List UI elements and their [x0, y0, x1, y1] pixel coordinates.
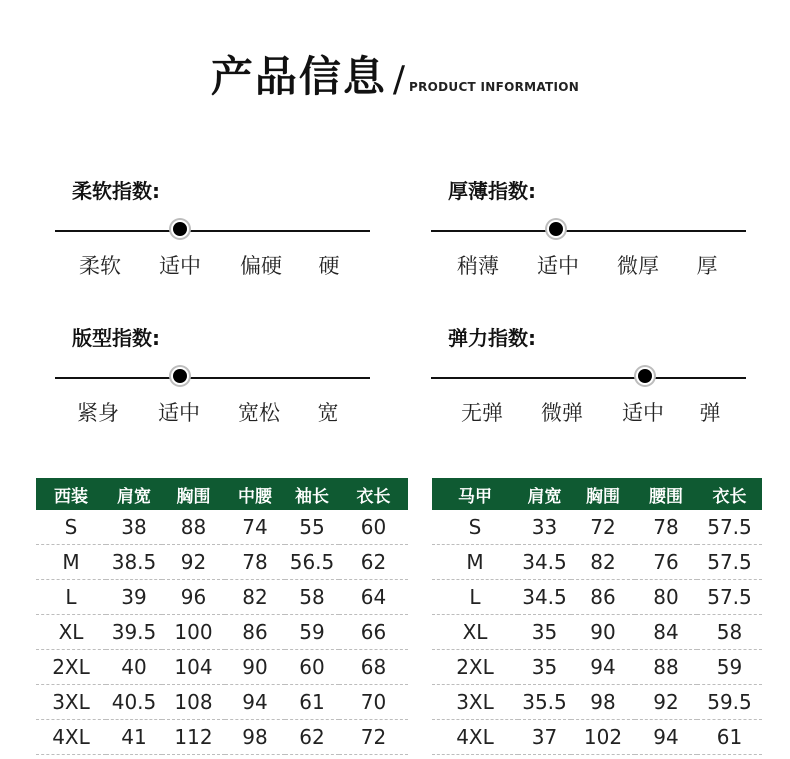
table-cell: 60 — [285, 650, 339, 685]
table-cell: 57.5 — [697, 580, 762, 615]
table-cell: 35.5 — [518, 685, 571, 720]
table-header-cell: 衣长 — [697, 478, 762, 510]
table-cell: 108 — [162, 685, 225, 720]
table-cell: 86 — [571, 580, 635, 615]
table-cell: 94 — [635, 720, 697, 755]
table-header-cell: 腰围 — [635, 478, 697, 510]
elasticity-track — [431, 377, 746, 379]
table-cell: XL — [432, 615, 518, 650]
softness-label: 柔软指数: — [72, 179, 160, 203]
table-cell: 38.5 — [106, 545, 162, 580]
table-cell: 59.5 — [697, 685, 762, 720]
softness-option: 偏硬 — [240, 254, 282, 278]
table-cell: 60 — [339, 510, 408, 545]
table-header-cell: 肩宽 — [106, 478, 162, 510]
table-cell: 61 — [285, 685, 339, 720]
table-cell: 74 — [225, 510, 285, 545]
vest-size-table — [432, 478, 762, 755]
table-cell: 68 — [339, 650, 408, 685]
softness-option: 柔软 — [79, 254, 121, 278]
table-cell: 56.5 — [285, 545, 339, 580]
fit-index — [55, 322, 375, 425]
suit-size-table — [36, 478, 408, 755]
table-cell: S — [432, 510, 518, 545]
table-cell: 86 — [225, 615, 285, 650]
elasticity-option: 微弹 — [541, 401, 583, 425]
table-cell: L — [432, 580, 518, 615]
thickness-option: 微厚 — [617, 254, 659, 278]
table-cell: 88 — [635, 650, 697, 685]
table-cell: 94 — [571, 650, 635, 685]
page-title — [0, 44, 790, 104]
table-row — [36, 580, 408, 615]
table-cell: 4XL — [36, 720, 106, 755]
table-cell: XL — [36, 615, 106, 650]
table-cell: 35 — [518, 615, 571, 650]
thickness-index — [431, 175, 751, 278]
title-slash: / — [392, 59, 405, 100]
elasticity-option: 弹 — [699, 401, 721, 425]
table-cell: 2XL — [432, 650, 518, 685]
table-cell: 88 — [162, 510, 225, 545]
table-cell: 2XL — [36, 650, 106, 685]
table-cell: 37 — [518, 720, 571, 755]
thickness-option: 稍薄 — [457, 254, 499, 278]
elasticity-marker — [638, 369, 652, 383]
table-row — [432, 650, 762, 685]
fit-option: 宽 — [317, 401, 339, 425]
table-cell: 3XL — [432, 685, 518, 720]
table-cell: 104 — [162, 650, 225, 685]
table-row — [36, 545, 408, 580]
table-header-cell: 胸围 — [571, 478, 635, 510]
table-cell: 82 — [571, 545, 635, 580]
fit-option: 宽松 — [238, 401, 280, 425]
table-cell: 62 — [285, 720, 339, 755]
table-cell: 40 — [106, 650, 162, 685]
table-cell: 82 — [225, 580, 285, 615]
table-cell: 72 — [571, 510, 635, 545]
table-row — [432, 720, 762, 755]
fit-track — [55, 377, 370, 379]
softness-marker — [173, 222, 187, 236]
softness-option: 适中 — [159, 254, 201, 278]
thickness-label: 厚薄指数: — [448, 179, 536, 203]
table-cell: 78 — [225, 545, 285, 580]
table-row — [36, 685, 408, 720]
table-cell: 66 — [339, 615, 408, 650]
table-cell: 34.5 — [518, 545, 571, 580]
table-cell: 94 — [225, 685, 285, 720]
fit-option: 紧身 — [77, 401, 119, 425]
thickness-track — [431, 230, 746, 232]
title-subtitle: PRODUCT INFORMATION — [409, 80, 580, 94]
thickness-option: 厚 — [696, 254, 718, 278]
softness-option: 硬 — [318, 254, 340, 278]
table-cell: 41 — [106, 720, 162, 755]
table-cell: 33 — [518, 510, 571, 545]
table-cell: 76 — [635, 545, 697, 580]
table-row — [36, 510, 408, 545]
table-cell: 62 — [339, 545, 408, 580]
table-cell: 57.5 — [697, 545, 762, 580]
table-cell: 98 — [571, 685, 635, 720]
table-row — [36, 650, 408, 685]
table-cell: 40.5 — [106, 685, 162, 720]
elasticity-index — [431, 322, 751, 425]
table-cell: 90 — [225, 650, 285, 685]
table-cell: 3XL — [36, 685, 106, 720]
table-cell: 100 — [162, 615, 225, 650]
fit-marker — [173, 369, 187, 383]
softness-index — [55, 175, 375, 278]
table-header-cell: 中腰 — [225, 478, 285, 510]
softness-track — [55, 230, 370, 232]
table-cell: 78 — [635, 510, 697, 545]
fit-option: 适中 — [158, 401, 200, 425]
table-cell: 102 — [571, 720, 635, 755]
table-row — [432, 615, 762, 650]
table-cell: 55 — [285, 510, 339, 545]
table-header-cell: 袖长 — [285, 478, 339, 510]
table-cell: 34.5 — [518, 580, 571, 615]
table-header-cell: 马甲 — [432, 478, 518, 510]
table-cell: 112 — [162, 720, 225, 755]
table-cell: 58 — [285, 580, 339, 615]
table-row — [432, 685, 762, 720]
elasticity-label: 弹力指数: — [448, 326, 536, 350]
table-cell: 92 — [635, 685, 697, 720]
table-cell: 96 — [162, 580, 225, 615]
table-header-cell: 西装 — [36, 478, 106, 510]
table-header-cell: 肩宽 — [518, 478, 571, 510]
table-row — [432, 545, 762, 580]
fit-label: 版型指数: — [72, 326, 160, 350]
table-cell: 57.5 — [697, 510, 762, 545]
table-cell: 35 — [518, 650, 571, 685]
table-header-row — [36, 478, 408, 510]
table-cell: L — [36, 580, 106, 615]
table-row — [432, 510, 762, 545]
table-cell: 61 — [697, 720, 762, 755]
table-cell: 72 — [339, 720, 408, 755]
table-cell: 59 — [697, 650, 762, 685]
table-row — [432, 580, 762, 615]
table-cell: S — [36, 510, 106, 545]
title-main: 产品信息 — [210, 52, 387, 101]
table-cell: M — [36, 545, 106, 580]
table-row — [36, 615, 408, 650]
table-header-cell: 胸围 — [162, 478, 225, 510]
table-header-cell: 衣长 — [339, 478, 408, 510]
thickness-option: 适中 — [537, 254, 579, 278]
table-cell: 90 — [571, 615, 635, 650]
table-cell: 58 — [697, 615, 762, 650]
table-cell: 80 — [635, 580, 697, 615]
table-cell: 4XL — [432, 720, 518, 755]
table-cell: 39.5 — [106, 615, 162, 650]
table-cell: 38 — [106, 510, 162, 545]
table-cell: M — [432, 545, 518, 580]
table-cell: 64 — [339, 580, 408, 615]
elasticity-option: 无弹 — [461, 401, 503, 425]
table-row — [36, 720, 408, 755]
table-cell: 98 — [225, 720, 285, 755]
table-cell: 59 — [285, 615, 339, 650]
table-cell: 39 — [106, 580, 162, 615]
table-cell: 70 — [339, 685, 408, 720]
thickness-marker — [549, 222, 563, 236]
table-cell: 84 — [635, 615, 697, 650]
elasticity-option: 适中 — [622, 401, 664, 425]
table-cell: 92 — [162, 545, 225, 580]
table-header-row — [432, 478, 762, 510]
